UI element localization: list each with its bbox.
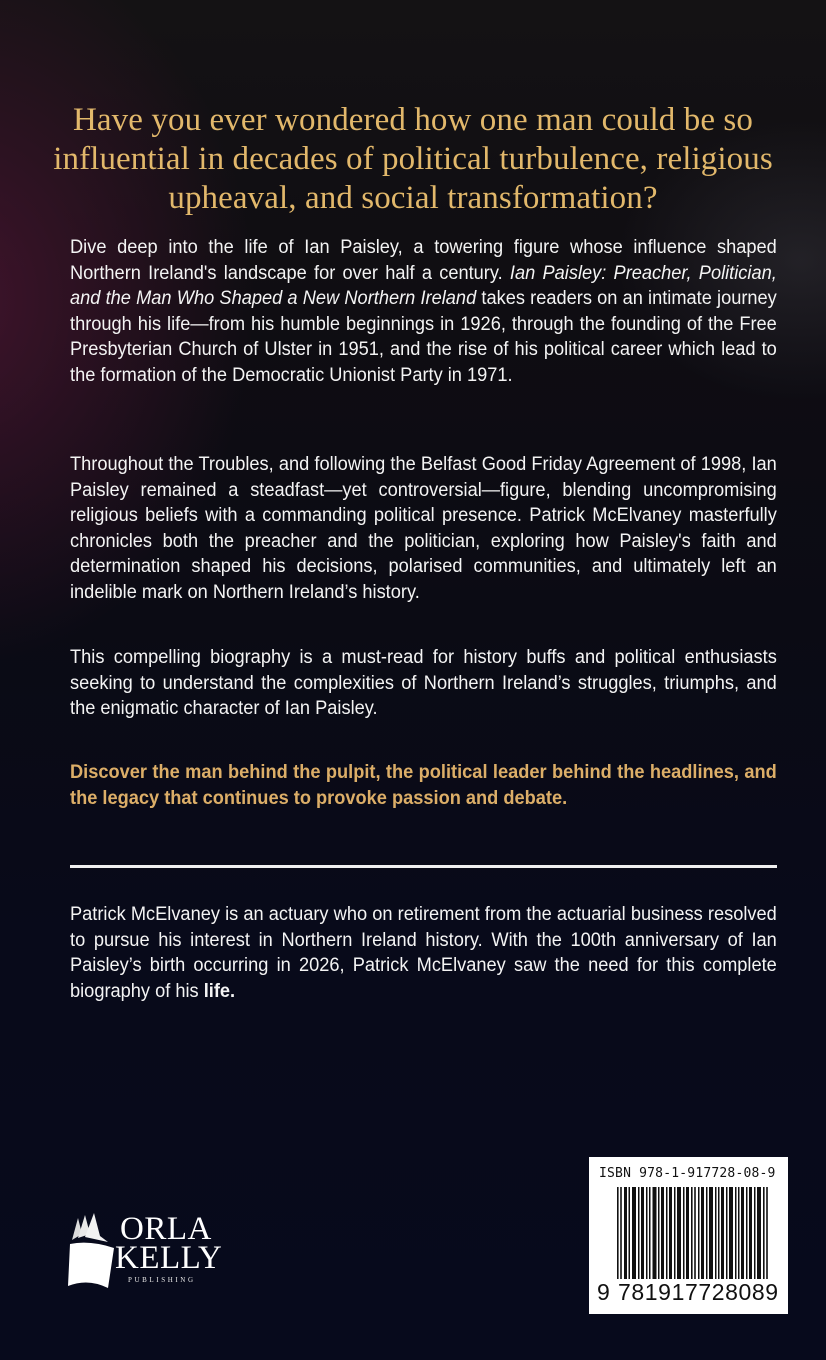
cover-headline: Have you ever wondered how one man could be so influential in decades of political turbulence, religious upheaval, and social transformation? — [53, 102, 773, 216]
description-paragraph-3: This compelling biography is a must-read for history buffs and political enthusiasts seeking to understand the complexities of Northern Ireland’s struggles, triumphs, and the enigmatic character of Ian Paisley. — [70, 646, 777, 720]
author-bio — [70, 902, 777, 1004]
description-paragraph-2: Throughout the Troubles, and following the Belfast Good Friday Agreement of 1998, Ian Paisley remained a steadfast—yet controversial—figure, blending uncompromising religious beliefs with a commanding political presence. Patrick McElvaney masterfully chronicles both the preacher and the politician, exploring how Paisley's faith and determination shaped his decisions, polarised communities, and ultimately left an indelible mark on Northern Ireland’s history. — [70, 453, 777, 603]
ean-main-digits: 781917728089 — [618, 1279, 779, 1305]
ean-lead-digit: 9 — [597, 1279, 611, 1305]
publisher-name-line2: KELLY — [115, 1240, 223, 1276]
author-bio-text: Patrick McElvaney is an actuary who on retirement from the actuarial business resolved to pursue his interest in Northern Ireland history. With the 100th anniversary of Ian Paisley’s birth occurring in 2026, Patrick McElvaney saw the need for this complete biography of his — [70, 903, 777, 1002]
description-paragraph-1 — [70, 235, 777, 389]
publisher-logo — [68, 1210, 238, 1290]
publisher-name-line1: ORLA — [120, 1211, 212, 1247]
tagline-paragraph: Discover the man behind the pulpit, the political leader behind the headlines, and the legacy that continues to provoke passion and debate. — [70, 761, 777, 809]
isbn-barcode — [589, 1157, 788, 1314]
p1-intro: Dive deep into the life of Ian Paisley, a towering figure whose influence shaped Northern Ireland's landscape for over half a century. — [70, 236, 777, 284]
isbn-label: ISBN 978-1-917728-08-9 — [599, 1166, 776, 1181]
section-divider — [70, 865, 777, 868]
open-book-icon — [68, 1210, 118, 1290]
author-bio-bold-end: life. — [203, 979, 236, 1002]
publisher-subtitle: PUBLISHING — [128, 1276, 196, 1284]
p1-rest: takes readers on an intimate journey through his life—from his humble beginnings in 1926, through the founding of the Free Presbyterian Church of Ulster in 1951, and the rise of his political career which lead to the formation of the Democratic Unionist Party in 1971. — [70, 287, 777, 386]
book-title-italic: Ian Paisley: Preacher, Politician, and the Man Who Shaped a New Northern Ireland — [70, 261, 777, 310]
